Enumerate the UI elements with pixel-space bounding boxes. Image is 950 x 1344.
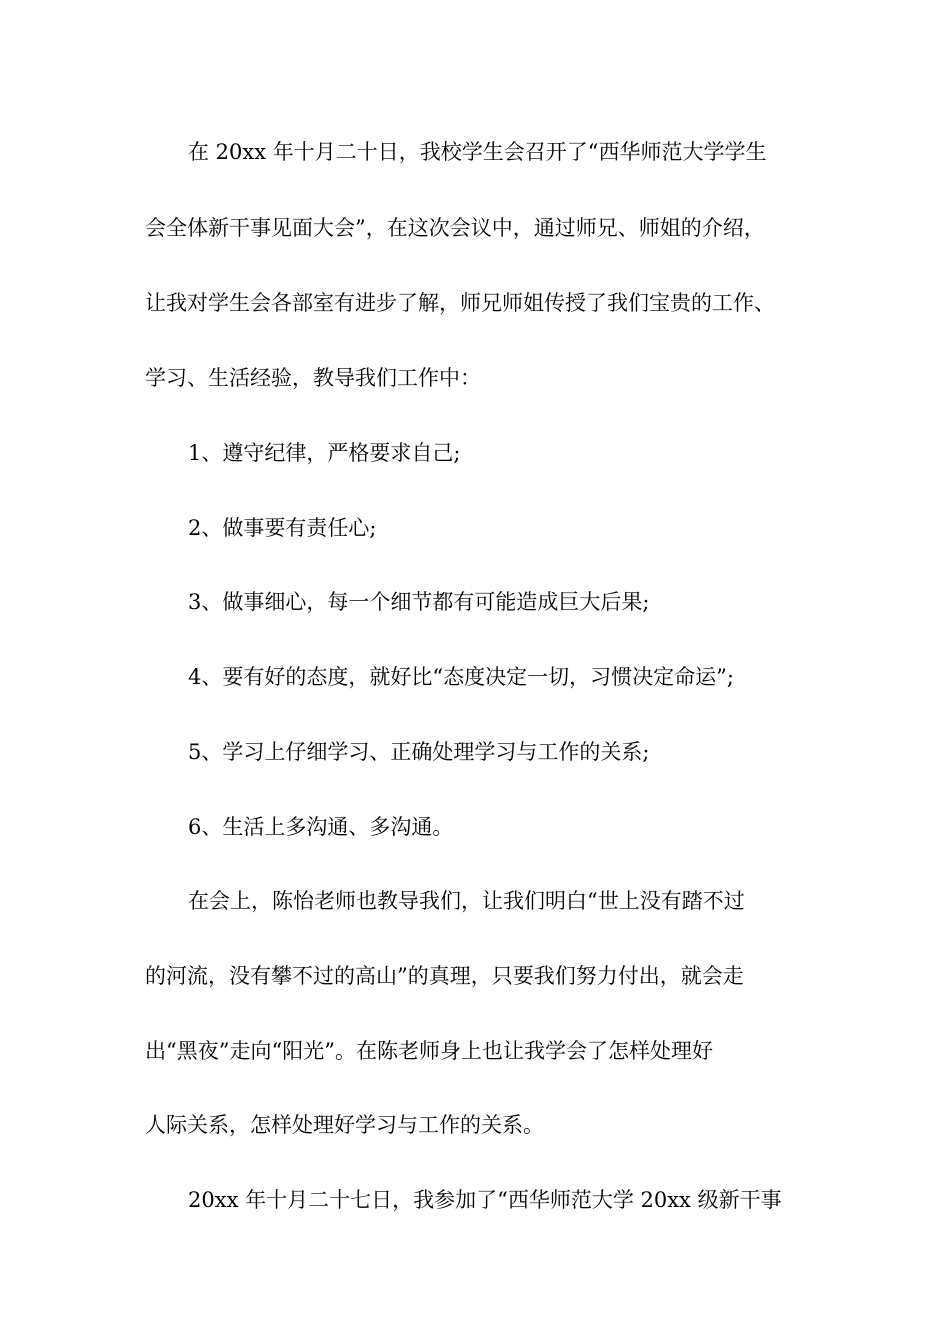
paragraph-3-line-1: 20xx 年十月二十七日，我参加了“西华师范大学 20xx 级新干事	[188, 1188, 782, 1212]
list-item-5: 5、学习上仔细学习、正确处理学习与工作的关系;	[188, 740, 650, 764]
paragraph-2-line-4: 人际关系，怎样处理好学习与工作的关系。	[145, 1113, 544, 1137]
paragraph-1-line-2: 会全体新干事见面大会”，在这次会议中，通过师兄、师姐的介绍，	[145, 216, 765, 240]
paragraph-2-line-3: 出“黑夜”走向“阳光”。在陈老师身上也让我学会了怎样处理好	[145, 1039, 713, 1063]
paragraph-2-line-2: 的河流，没有攀不过的高山”的真理，只要我们努力付出，就会走	[145, 964, 744, 988]
paragraph-1-line-1: 在 20xx 年十月二十日，我校学生会召开了“西华师范大学学生	[188, 140, 767, 164]
list-item-3: 3、做事细心，每一个细节都有可能造成巨大后果;	[188, 590, 650, 614]
list-item-6: 6、生活上多沟通、多沟通。	[188, 815, 454, 839]
paragraph-1-line-3: 让我对学生会各部室有进步了解，师兄师姐传授了我们宝贵的工作、	[145, 291, 775, 315]
list-item-1: 1、遵守纪律，严格要求自己;	[188, 441, 461, 465]
paragraph-1-line-4: 学习、生活经验，教导我们工作中：	[145, 366, 481, 390]
list-item-2: 2、做事要有责任心;	[188, 516, 377, 540]
list-item-4: 4、要有好的态度，就好比“态度决定一切，习惯决定命运”;	[188, 665, 734, 689]
paragraph-2-line-1: 在会上，陈怡老师也教导我们，让我们明白“世上没有踏不过	[188, 889, 745, 913]
